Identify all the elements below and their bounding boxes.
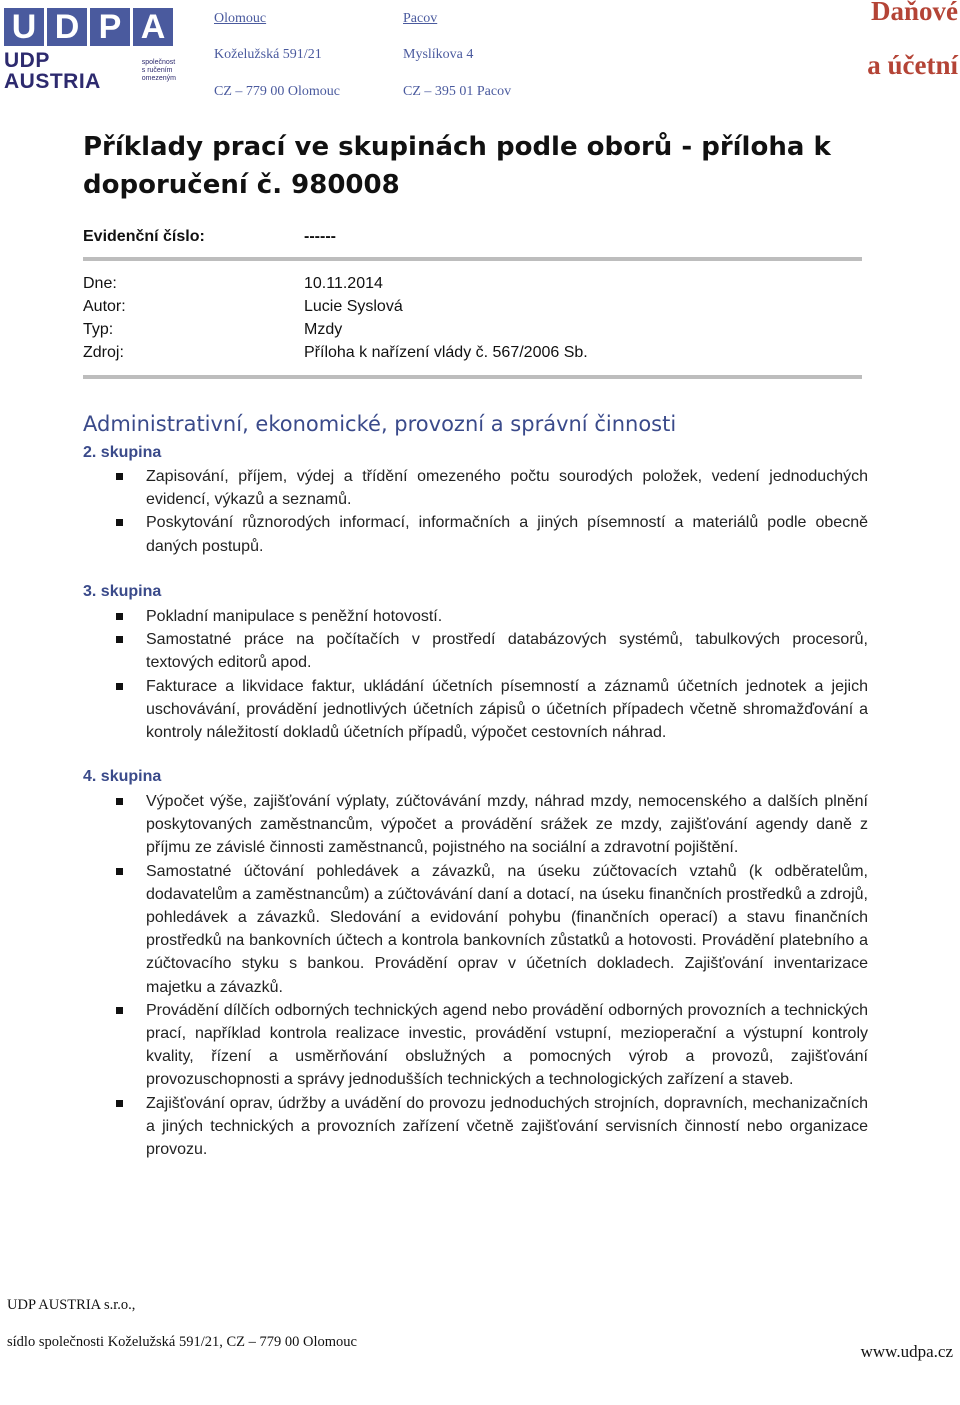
logo-tagline: společnost s ručením omezeným [141, 59, 176, 82]
list-item: Poskytování různorodých informací, informačních a jiných písemností a materiálů podle obecně daných postupů. [83, 511, 868, 557]
meta-label: Zdroj: [83, 344, 124, 361]
list-item: Pokladní manipulace s peněžní hotovostí. [83, 605, 868, 628]
evidence-value: ------ [304, 228, 336, 245]
logo-wordmark: UDP AUSTRIA [4, 49, 101, 93]
logo-letter: D [47, 8, 87, 46]
group-list [83, 605, 868, 744]
list-item: Samostatné práce na počítačích v prostředí databázových systémů, tabulkových procesorů, textových editorů apod. [83, 628, 868, 674]
brand-line-1: Daňové [871, 0, 958, 26]
office-zip: CZ – 395 01 Pacov [403, 84, 512, 99]
meta-value: 10.11.2014 [304, 275, 383, 292]
footer-seat: sídlo společnosti Koželužská 591/21, CZ – 779 00 Olomouc [7, 1334, 357, 1350]
group-list [83, 790, 868, 1161]
list-item: Provádění dílčích odborných technických agend nebo provádění odborných provozních a technických prací, například kontrola realizace investic, provádění vstupní, mezioperační a výstupní kontroly kvality, řízení a usměrňování obslužných a pomocných výrob a provozů, zajišťování provozuschopnosti a správy jednodušších technických a technologických zařízení a staveb. [83, 999, 868, 1092]
section-heading: Administrativní, ekonomické, provozní a správní činnosti [83, 412, 677, 436]
office-street: Koželužská 591/21 [214, 47, 322, 62]
list-item: Zajišťování oprav, údržby a uvádění do provozu jednoduchých strojních, dopravních, mechanizačních a jiných technických a provozních zařízení včetně zajišťování servisních činností nebo organizace provozu. [83, 1092, 868, 1162]
group-list [83, 465, 868, 558]
meta-value: Příloha k nařízení vlády č. 567/2006 Sb. [304, 344, 588, 361]
brand-line-2: a účetní [867, 50, 958, 80]
meta-label: Autor: [83, 298, 126, 315]
list-item: Fakturace a likvidace faktur, ukládání účetních písemností a záznamů účetních jednotek a jejich uschovávání, provádění jednotlivých účetních zápisů o účetních případech včetně shromažďování a kontroly náležitostí dokladů účetních případů, výpočet cestovních náhrad. [83, 675, 868, 745]
footer-company: UDP AUSTRIA s.r.o., [7, 1297, 136, 1313]
office-zip: CZ – 779 00 Olomouc [214, 84, 340, 99]
list-item: Zapisování, příjem, výdej a třídění omezeného počtu sourodých položek, vedení jednoduchých evidencí, výkazů a seznamů. [83, 465, 868, 511]
office-city[interactable]: Olomouc [214, 11, 267, 26]
divider [83, 375, 862, 379]
meta-value: Lucie Syslová [304, 298, 403, 315]
logo-letter: U [4, 8, 44, 46]
group-heading: 2. skupina [83, 444, 162, 461]
evidence-label: Evidenční číslo: [83, 228, 205, 245]
group-heading: 3. skupina [83, 583, 162, 600]
footer-website-link[interactable]: www.udpa.cz [860, 1342, 953, 1361]
office-city[interactable]: Pacov [403, 11, 438, 26]
meta-value: Mzdy [304, 321, 343, 338]
divider [83, 257, 862, 261]
office-street: Myslíkova 4 [403, 47, 474, 62]
company-logo [4, 8, 176, 93]
list-item: Výpočet výše, zajišťování výplaty, zúčtovávání mzdy, náhrad mzdy, nemocenského a dalších plnění poskytovaných zaměstnancům, výpočet a provádění srážek ze mzdy, zajišťování agendy daně z příjmu ze závislé činnosti zaměstnanců, pojistného na sociální a zdravotní pojištění. [83, 790, 868, 860]
group-heading: 4. skupina [83, 768, 162, 785]
document-title: Příklady prací ve skupinách podle oborů - příloha k doporučení č. 980008 [83, 132, 831, 200]
meta-label: Typ: [83, 321, 114, 338]
meta-label: Dne: [83, 275, 117, 292]
list-item: Samostatné účtování pohledávek a závazků, na úseku zúčtovacích vztahů (k odběratelům, dodavatelům a zaměstnancům) a zúčtovávání daní a dotací, na úseku finančních prostředků a zdrojů, pohledávek a závazků. Sledování a evidování pohybu (finančních operací) a stavu finančních prostředků na bankovních účtech a kontrola bankovních zůstatků a hotovosti. Provádění platebního a zúčtovacího styku s bankou. Provádění oprav v účetních dokladech. Zajišťování inventarizace majetku a závazků. [83, 860, 868, 999]
logo-letter: P [90, 8, 130, 46]
logo-letter: A [133, 8, 173, 46]
